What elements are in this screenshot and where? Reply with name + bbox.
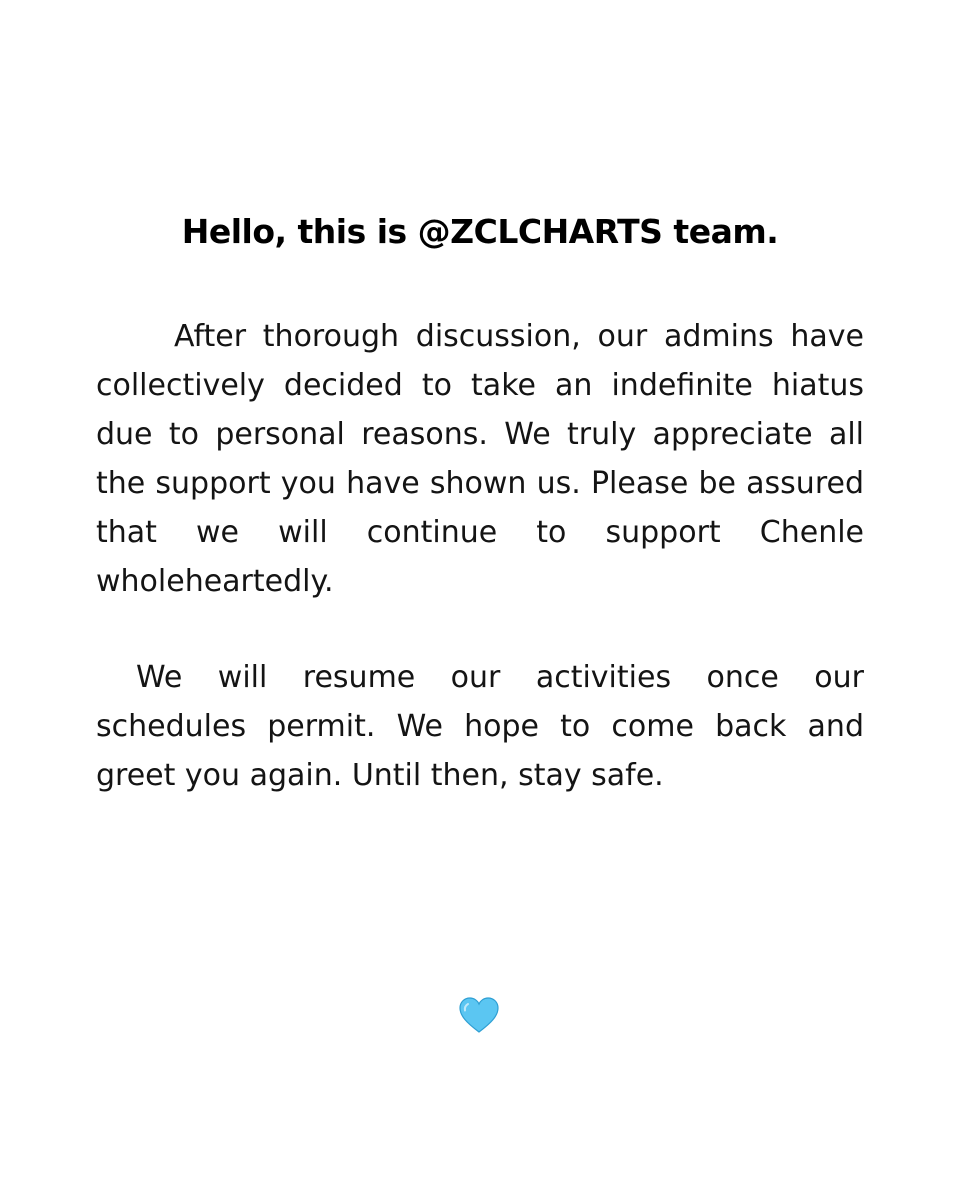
blue-heart-icon (459, 996, 499, 1036)
announcement-paragraph-1: After thorough discussion, our admins have collectively decided to take an indefinite hiatus due to personal reasons. We truly appreciate all the support you have shown us. Please be assured that we will continue to support Chenle wholeheartedly. (96, 319, 864, 599)
announcement-paragraph-2: We will resume our activities once our schedules permit. We hope to come back and greet you again. Until then, stay safe. (96, 660, 864, 793)
announcement-title: Hello, this is @ZCLCHARTS team. (181, 212, 779, 251)
announcement (96, 206, 864, 800)
